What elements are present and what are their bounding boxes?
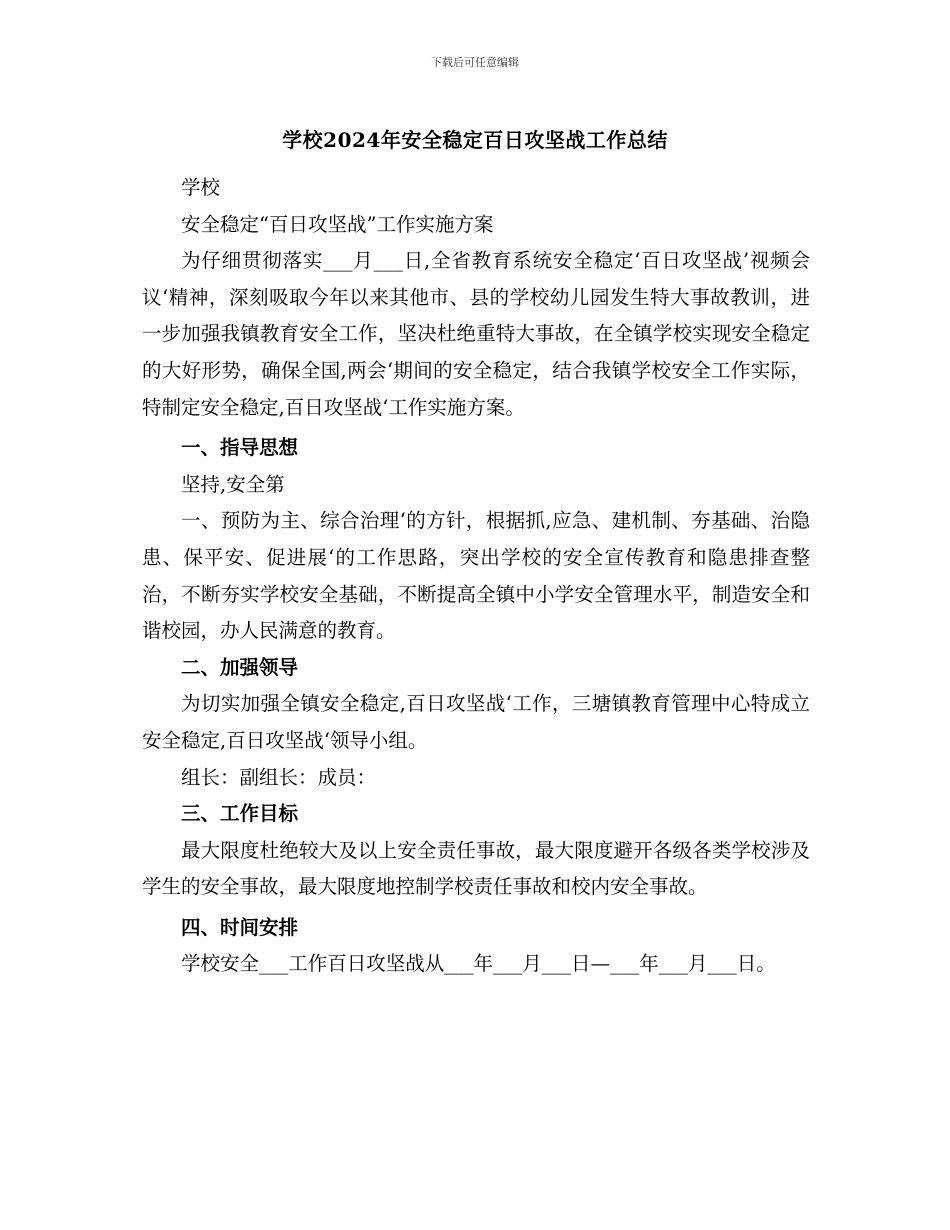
section-heading-guiding-thought: 一、指导思想 <box>181 436 299 460</box>
paragraph-leadership: 为切实加强全镇安全稳定,百日攻坚战‘工作，三塘镇教育管理中心特成立安全稳定,百日攻坚战‘领导小组。 <box>142 692 810 752</box>
paragraph-goals: 最大限度杜绝较大及以上安全责任事故，最大限度避开各级各类学校涉及学生的安全事故，最大限度地控制学校责任事故和校内安全事故。 <box>142 838 810 899</box>
paragraph-school: 学校 <box>181 176 221 199</box>
document-title: 学校2024年安全稳定百日攻坚战工作总结 <box>282 128 668 152</box>
paragraph-group-members: 组长：副组长：成员： <box>181 765 377 789</box>
paragraph-schedule: 学校安全___工作百日攻坚战从___年___月___日—___年___月___日。 <box>181 952 776 976</box>
section-heading-goals: 三、工作目标 <box>181 802 299 826</box>
paragraph-plan-title: 安全稳定“百日攻坚战”工作实施方案 <box>181 212 494 236</box>
section-heading-leadership: 二、加强领导 <box>181 655 299 679</box>
section-heading-schedule: 四、时间安排 <box>181 915 299 939</box>
paragraph-intro: 为仔细贯彻落实___月___日,全省教育系统安全稳定‘百日攻坚战’视频会议‘精神，深刻吸取今年以来其他市、县的学校幼儿园发生特大事故教训，进一步加强我镇教育安全工作，坚决杜绝重特大事故，在全镇学校实现安全稳定的大好形势，确保全国,两会‘期间的安全稳定，结合我镇学校安全工作实际，特制定安全稳定,百日攻坚战‘工作实施方案。 <box>142 249 810 419</box>
page-header-note: 下载后可任意编辑 <box>431 56 519 69</box>
paragraph-adhere: 坚持,安全第 <box>181 472 285 496</box>
paragraph-guiding-thought: 一、预防为主、综合治理‘的方针，根据抓,应急、建机制、夯基础、治隐患、保平安、促进展‘的工作思路，突出学校的安全宣传教育和隐患排查整治，不断夯实学校安全基础，不断提高全镇中小学安全管理水平，制造安全和谐校园，办人民满意的教育。 <box>142 509 810 643</box>
document-body <box>142 170 810 983</box>
